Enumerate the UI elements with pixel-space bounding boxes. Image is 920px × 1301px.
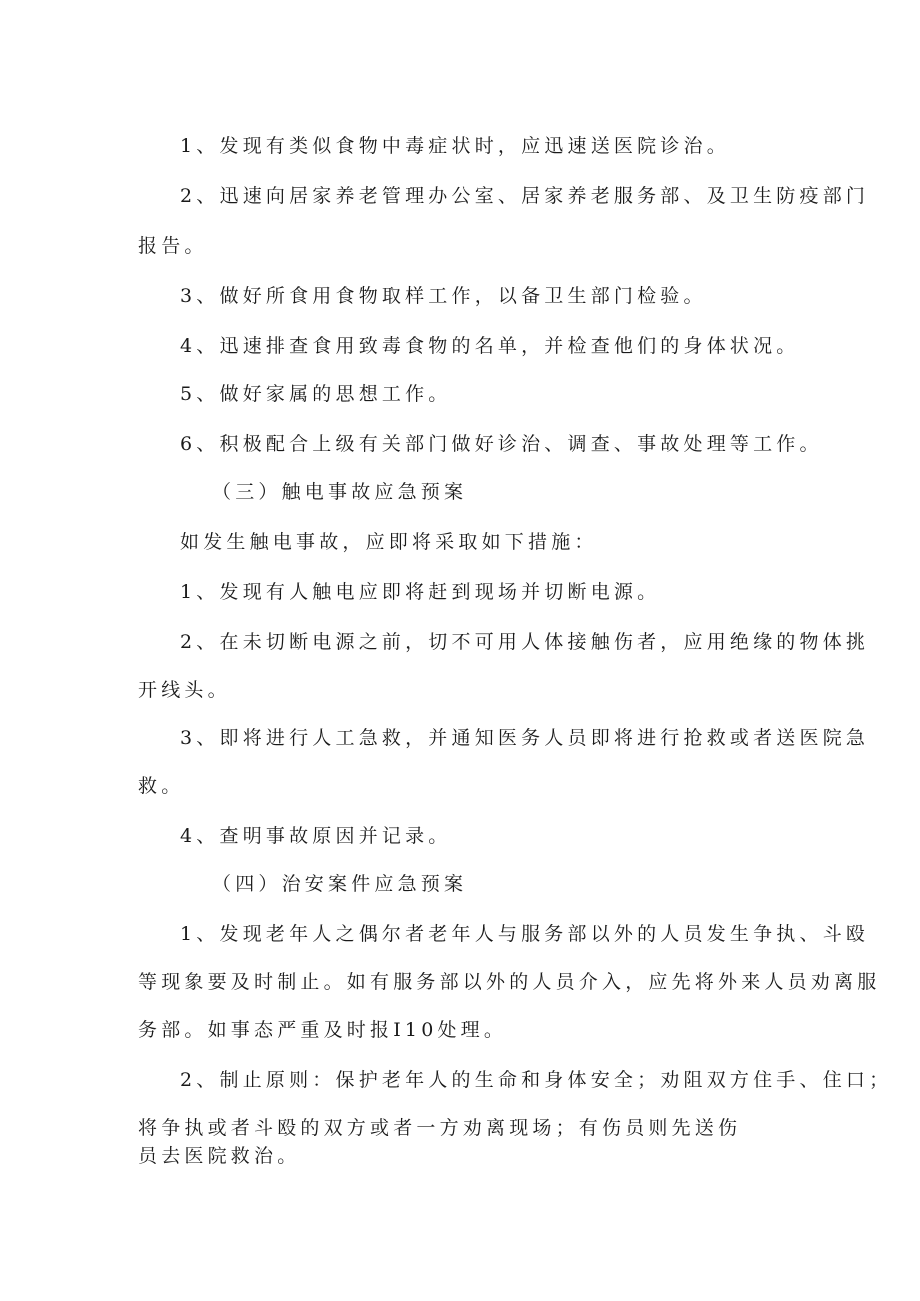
- food-poisoning-step-2: 2、迅速向居家养老管理办公室、居家养老服务部、及卫生防疫部门: [180, 185, 870, 207]
- public-security-step-2-cont-a: 将争执或者斗殴的双方或者一方劝离现场；有伤员则先送伤: [138, 1117, 742, 1139]
- electric-shock-step-1: 1、发现有人触电应即将赶到现场并切断电源。: [180, 581, 661, 603]
- public-security-step-1: 1、发现老年人之偶尔者老年人与服务部以外的人员发生争执、斗殴: [180, 923, 870, 945]
- food-poisoning-step-2-cont: 报告。: [138, 235, 208, 257]
- food-poisoning-step-5: 5、做好家属的思想工作。: [180, 383, 452, 405]
- electric-shock-step-3: 3、即将进行人工急救，并通知医务人员即将进行抢救或者送医院急: [180, 727, 870, 749]
- section-heading-public-security: （四）治安案件应急预案: [212, 873, 468, 895]
- section-heading-electric-shock: （三）触电事故应急预案: [212, 481, 468, 503]
- electric-shock-step-2: 2、在未切断电源之前，切不可用人体接触伤者，应用绝缘的物体挑: [180, 631, 870, 653]
- public-security-step-2: 2、制止原则：保护老年人的生命和身体安全；劝阻双方住手、住口；: [180, 1069, 893, 1091]
- electric-shock-intro: 如发生触电事故，应即将采取如下措施：: [180, 531, 598, 553]
- electric-shock-step-2-cont: 开线头。: [138, 679, 231, 701]
- electric-shock-step-3-cont: 救。: [138, 775, 185, 797]
- food-poisoning-step-1: 1、发现有类似食物中毒症状时，应迅速送医院诊治。: [180, 135, 730, 157]
- food-poisoning-step-4: 4、迅速排查食用致毒食物的名单，并检查他们的身体状况。: [180, 335, 800, 357]
- public-security-step-1-cont-a: 等现象要及时制止。如有服务部以外的人员介入，应先将外来人员劝离服: [138, 971, 881, 993]
- food-poisoning-step-6: 6、积极配合上级有关部门做好诊治、调查、事故处理等工作。: [180, 433, 823, 455]
- public-security-step-1-cont-b: 务部。如事态严重及时报I10处理。: [138, 1019, 508, 1041]
- food-poisoning-step-3: 3、做好所食用食物取样工作，以备卫生部门检验。: [180, 285, 707, 307]
- public-security-step-2-cont-b: 员去医院救治。: [138, 1145, 301, 1167]
- electric-shock-step-4: 4、查明事故原因并记录。: [180, 825, 452, 847]
